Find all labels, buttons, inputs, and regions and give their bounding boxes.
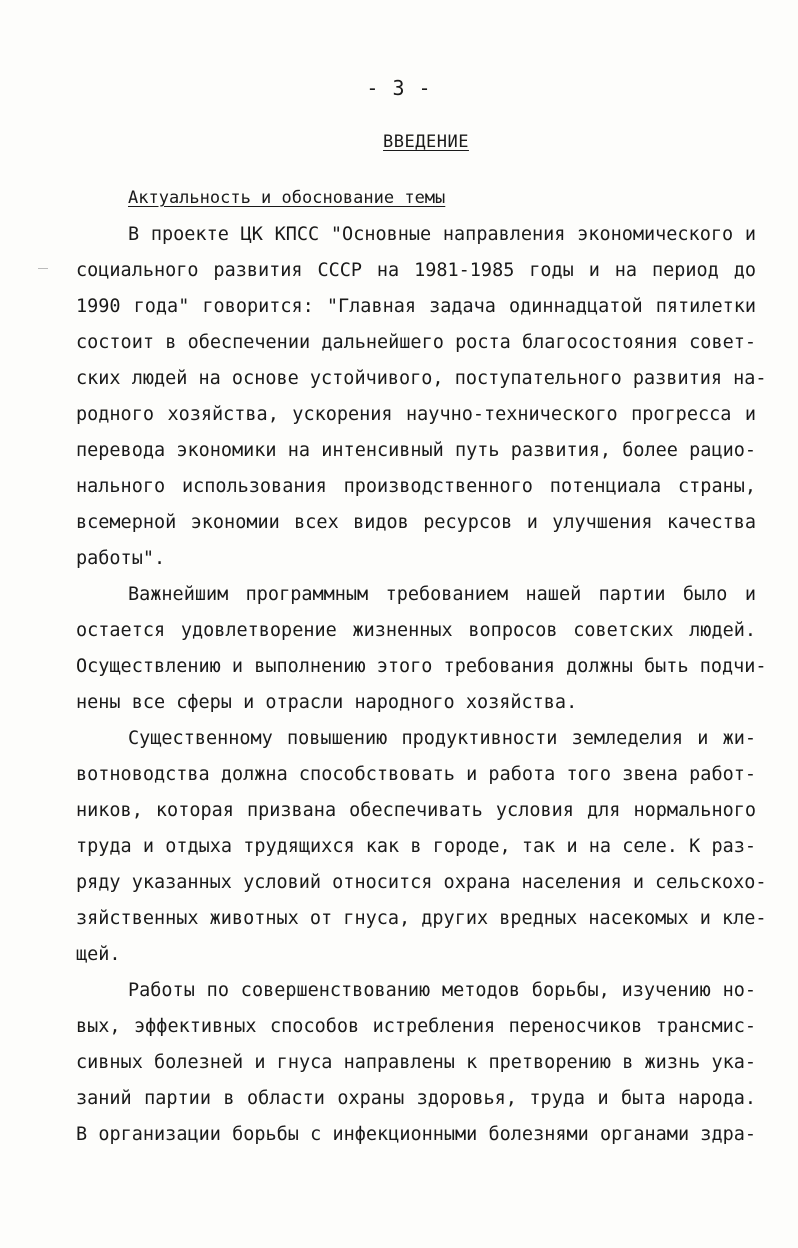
paragraph-3-line-4: труда и отдыха трудящихся как в городе, так и на селе. К раз- <box>76 836 756 857</box>
paragraph-3-line-6: зяйственных животных от гнуса, других вредных насекомых и кле- <box>76 908 767 929</box>
paragraph-2-line-3: Осуществлению и выполнению этого требования должны быть подчи- <box>76 656 767 677</box>
paragraph-3-line-1: Существенному повышению продуктивности земледелия и жи- <box>128 728 756 749</box>
paragraph-3-line-2: вотноводства должна способствовать и работа того звена работ- <box>76 764 756 785</box>
paragraph-1-line-8: нального использования производственного потенциала страны, <box>76 476 756 497</box>
paragraph-1-line-5: ских людей на основе устойчивого, поступательного развития на- <box>76 368 767 389</box>
paragraph-4-line-4: заний партии в области охраны здоровья, труда и быта народа. <box>76 1088 756 1109</box>
paragraph-1-line-6: родного хозяйства, ускорения научно-технического прогресса и <box>76 404 756 425</box>
paragraph-1-line-3: 1990 года" говорится: "Главная задача одиннадцатой пятилетки <box>76 296 756 317</box>
margin-mark <box>38 268 48 269</box>
paragraph-3-line-7: щей. <box>76 944 121 965</box>
page-number: - 3 - <box>366 76 432 100</box>
paragraph-4-line-1: Работы по совершенствованию методов борьбы, изучению но- <box>128 980 756 1001</box>
section-title-text: ВВЕДЕНИЕ <box>383 132 469 152</box>
subtitle: Актуальность и обоснование темы <box>128 188 446 208</box>
paragraph-2-line-2: остается удовлетворение жизненных вопросов советских людей. <box>76 620 756 641</box>
paragraph-1-line-1: В проекте ЦК КПСС "Основные направления экономического и <box>128 224 756 245</box>
paragraph-3-line-5: ряду указанных условий относится охрана населения и сельскохо- <box>76 872 767 893</box>
paragraph-1-line-2: социального развития СССР на 1981-1985 годы и на период до <box>76 260 756 281</box>
paragraph-1-line-7: перевода экономики на интенсивный путь развития, более рацио- <box>76 440 756 461</box>
paragraph-1-line-4: состоит в обеспечении дальнейшего роста благосостояния совет- <box>76 332 756 353</box>
paragraph-1-line-9: всемерной экономии всех видов ресурсов и улучшения качества <box>76 512 756 533</box>
paragraph-2-line-1: Важнейшим программным требованием нашей партии было и <box>128 584 756 605</box>
paragraph-3-line-3: ников, которая призвана обеспечивать условия для нормального <box>76 800 756 821</box>
paragraph-2-line-4: нены все сферы и отрасли народного хозяйства. <box>76 692 578 713</box>
paragraph-4-line-2: вых, эффективных способов истребления переносчиков трансмис- <box>76 1016 756 1037</box>
paragraph-4-line-5: В организации борьбы с инфекционными болезнями органами здра- <box>76 1124 756 1145</box>
section-title <box>0 132 798 152</box>
paragraph-1-line-10: работы". <box>76 548 166 569</box>
paragraph-4-line-3: сивных болезней и гнуса направлены к претворению в жизнь ука- <box>76 1052 756 1073</box>
